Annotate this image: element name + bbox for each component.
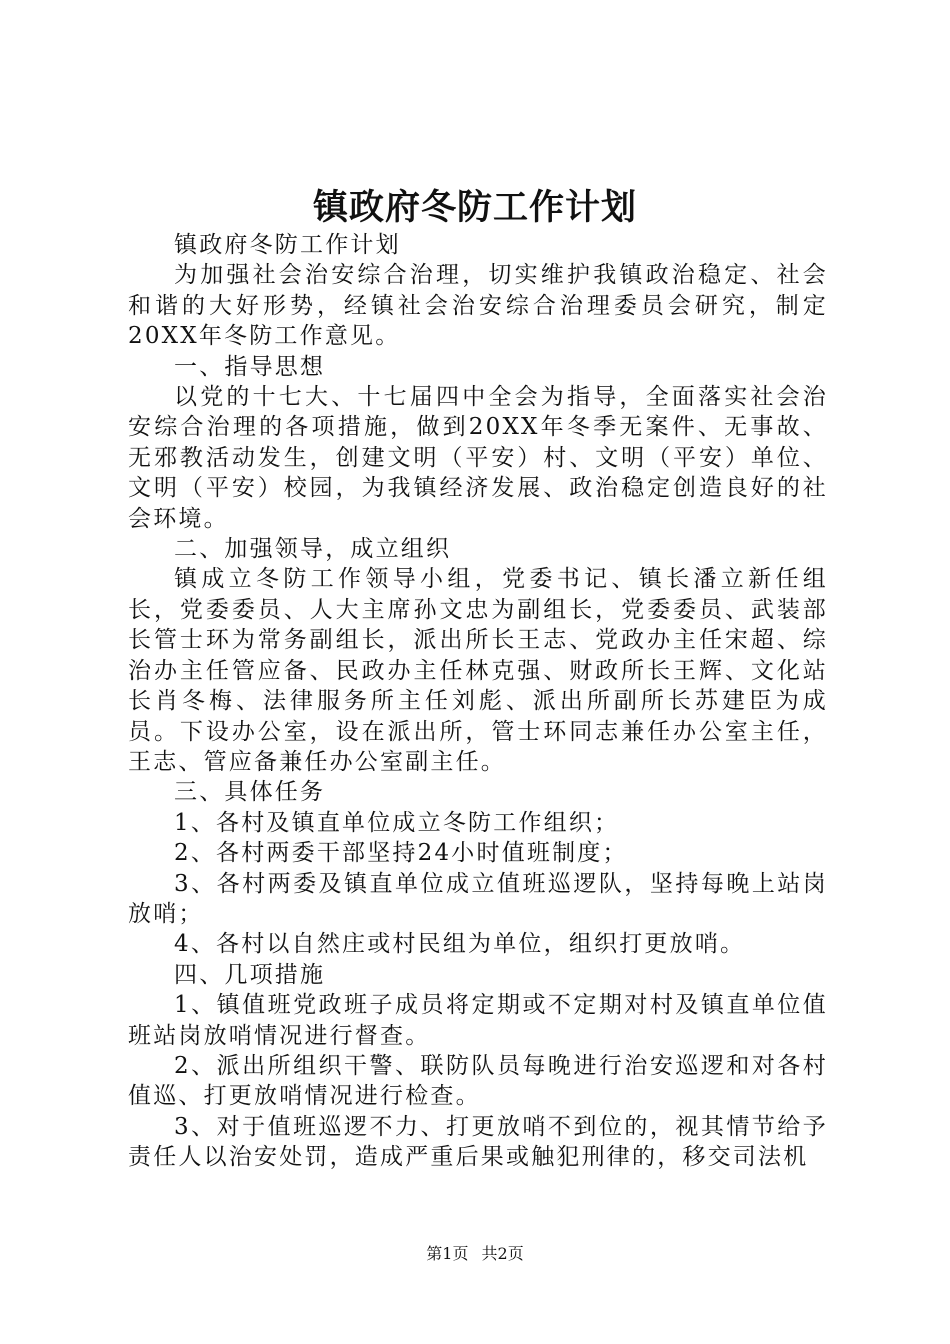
page-footer [0, 1242, 950, 1266]
section-heading-guiding-thought: 一、指导思想 [174, 353, 326, 380]
task-item-4: 4、各村以自然庄或村民组为单位，组织打更放哨。 [174, 931, 746, 958]
paragraph-subtitle: 镇政府冬防工作计划 [174, 232, 401, 258]
paragraph-guiding-thought: 以党的十七大、十七届四中全会为指导，全面落实社会治安综合治理的各项措施，做到20XX年冬季无案件、无事故、无邪教活动发生，创建文明（平安）村、文明（平安）单位、文明（平安）校园，为我镇经济发展、政治稳定创造良好的社会环境。 [128, 384, 828, 532]
task-item-3: 3、各村两委及镇直单位成立值班巡逻队，坚持每晚上站岗放哨； [128, 870, 828, 927]
document-title: 镇政府冬防工作计划 [312, 187, 637, 228]
section-heading-tasks: 三、具体任务 [174, 779, 326, 806]
task-item-1: 1、各村及镇直单位成立冬防工作组织； [174, 809, 620, 836]
document-body [128, 230, 828, 1173]
page-number: 第1页 [426, 1244, 469, 1263]
paragraph-leadership: 镇成立冬防工作领导小组，党委书记、镇长潘立新任组长，党委委员、人大主席孙文忠为副组长，党委委员、武装部长管士环为常务副组长，派出所长王志、党政办主任宋超、综治办主任管应备、民政办主任林克强、财政所长王辉、文化站长肖冬梅、法律服务所主任刘彪、派出所副所长苏建臣为成员。下设办公室，设在派出所，管士环同志兼任办公室主任，王志、管应备兼任办公室副主任。 [128, 566, 828, 775]
paragraph-intro: 为加强社会治安综合治理，切实维护我镇政治稳定、社会和谐的大好形势，经镇社会治安综合治理委员会研究，制定20XX年冬防工作意见。 [128, 262, 828, 350]
section-heading-measures: 四、几项措施 [174, 961, 326, 988]
measure-item-3: 3、对于值班巡逻不力、打更放哨不到位的，视其情节给予责任人以治安处罚，造成严重后果或触犯刑律的，移交司法机 [128, 1113, 828, 1171]
task-item-2: 2、各村两委干部坚持24小时值班制度； [174, 840, 628, 867]
measure-item-2: 2、派出所组织干警、联防队员每晚进行治安巡逻和对各村值巡、打更放哨情况进行检查。 [128, 1052, 828, 1110]
measure-item-1: 1、镇值班党政班子成员将定期或不定期对村及镇直单位值班站岗放哨情况进行督查。 [128, 992, 828, 1049]
page-total: 共2页 [481, 1244, 524, 1263]
section-heading-leadership: 二、加强领导，成立组织 [174, 536, 452, 563]
